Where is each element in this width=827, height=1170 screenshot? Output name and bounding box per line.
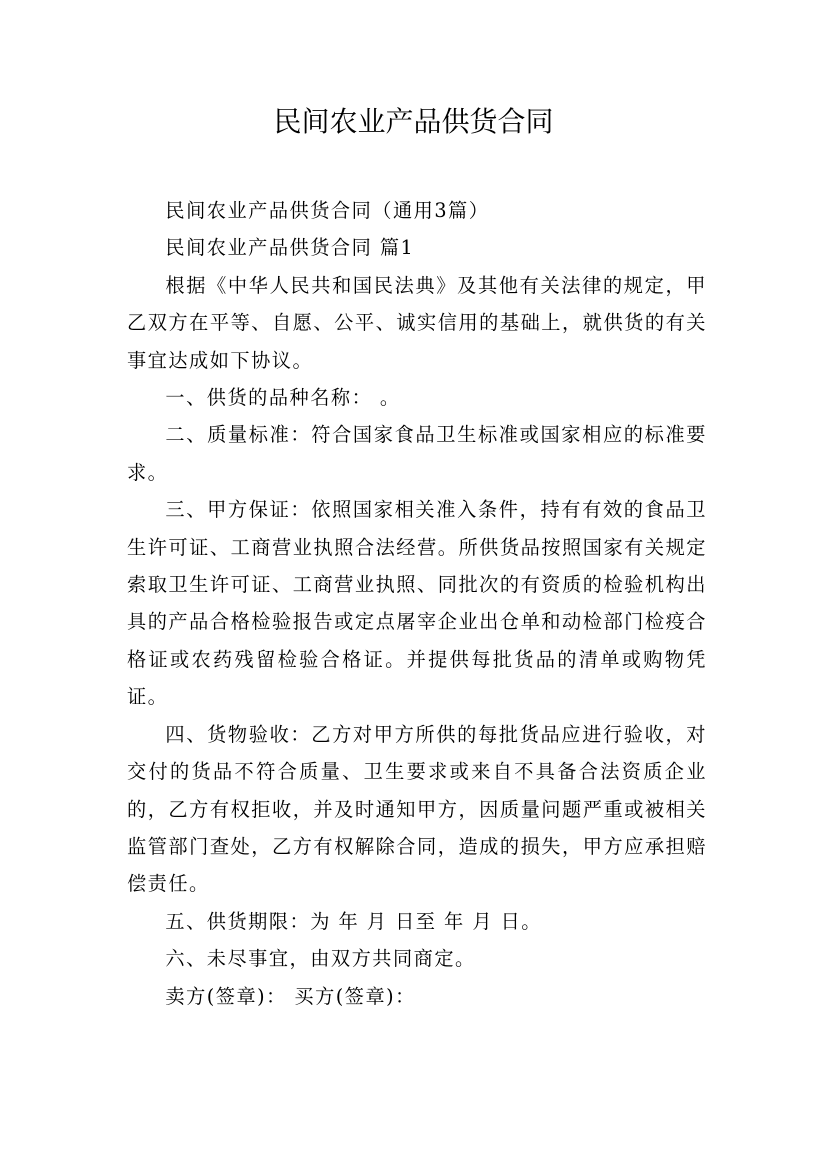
- clause-2-paragraph: 二、质量标准：符合国家食品卫生标准或国家相应的标准要求。: [127, 423, 707, 484]
- clause-4-paragraph: 四、货物验收：乙方对甲方所供的每批货品应进行验收，对交付的货品不符合质量、卫生要求或来自不具备合法资质企业的，乙方有权拒收，并及时通知甲方，因质量问题严重或被相关监管部门查处，乙方有权解除合同，造成的损失，甲方应承担赔偿责任。: [127, 722, 707, 896]
- document-body: [127, 192, 707, 1015]
- clause-1-paragraph: 一、供货的品种名称： 。: [165, 386, 401, 410]
- clause-3-paragraph: 三、甲方保证：依照国家相关准入条件，持有有效的食品卫生许可证、工商营业执照合法经营。所供货品按照国家有关规定索取卫生许可证、工商营业执照、同批次的有资质的检验机构出具的产品合格检验报告或定点屠宰企业出仓单和动检部门检疫合格证或农药残留检验合格证。并提供每批货品的清单或购物凭证。: [127, 498, 707, 709]
- preamble-paragraph: 根据《中华人民共和国民法典》及其他有关法律的规定，甲乙双方在平等、自愿、公平、诚实信用的基础上，就供货的有关事宜达成如下协议。: [127, 273, 707, 372]
- document-title: 民间农业产品供货合同: [273, 105, 554, 138]
- clause-5-paragraph: 五、供货期限：为 年 月 日至 年 月 日。: [165, 909, 542, 933]
- section-heading-paragraph: 民间农业产品供货合同 篇1: [165, 236, 415, 260]
- subtitle-paragraph: 民间农业产品供货合同（通用3篇）: [165, 199, 490, 222]
- signature-line: 卖方(签章)： 买方(签章)：: [165, 984, 416, 1008]
- clause-6-paragraph: 六、未尽事宜，由双方共同商定。: [165, 947, 476, 971]
